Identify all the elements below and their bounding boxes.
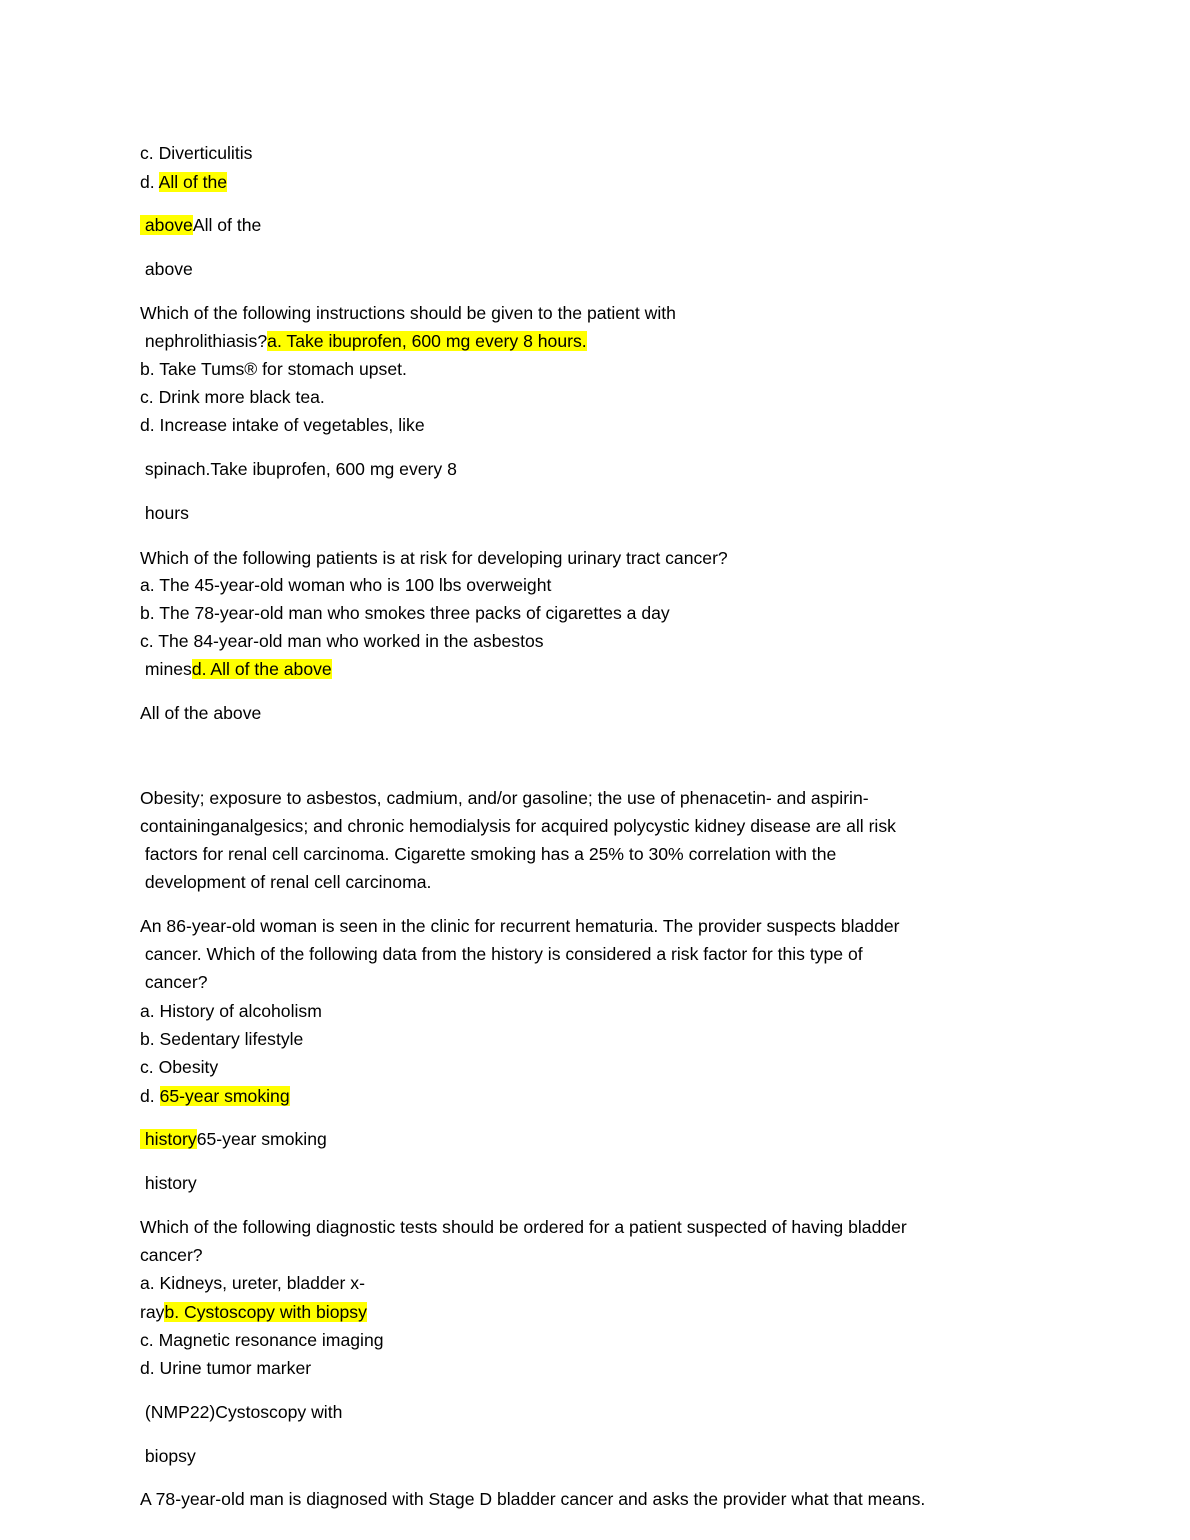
text-line	[140, 1271, 365, 1295]
text-line	[140, 1328, 384, 1352]
text-segment: All of the	[192, 215, 262, 235]
text-segment: nephrolithiasis?	[140, 331, 268, 351]
highlighted-answer: 65-year smoking	[159, 1086, 290, 1106]
text-segment: ray	[140, 1302, 165, 1322]
text-line	[140, 329, 587, 353]
highlighted-answer: All of the	[158, 172, 228, 192]
text-line	[140, 1027, 303, 1051]
text-segment: spinach.Take ibuprofen, 600 mg every 8	[140, 459, 457, 479]
text-segment: hours	[140, 503, 189, 523]
text-line	[140, 786, 869, 810]
text-line	[140, 942, 863, 966]
text-segment: d.	[140, 1086, 160, 1106]
text-line	[140, 657, 332, 681]
text-segment: containinganalgesics; and chronic hemodialysis for acquired polycystic kidney disease are all risk	[140, 816, 896, 836]
text-line	[140, 914, 900, 938]
text-segment: cancer?	[140, 972, 208, 992]
text-segment: (NMP22)Cystoscopy with	[140, 1402, 343, 1422]
text-line	[140, 501, 189, 525]
text-segment: 65-year smoking	[196, 1129, 327, 1149]
text-line	[140, 970, 207, 994]
text-line	[140, 1444, 196, 1468]
text-line	[140, 301, 676, 325]
text-segment: development of renal cell carcinoma.	[140, 872, 432, 892]
text-line	[140, 1356, 311, 1380]
text-segment: c. The 84-year-old man who worked in the asbestos	[140, 631, 544, 651]
text-line	[140, 546, 728, 570]
text-line	[140, 1127, 327, 1151]
highlighted-answer: above	[140, 215, 193, 235]
text-line	[140, 1215, 907, 1239]
text-segment: A 78-year-old man is diagnosed with Stage D bladder cancer and asks the provider what that means.	[140, 1489, 926, 1509]
text-segment: c. Magnetic resonance imaging	[140, 1330, 384, 1350]
text-line	[140, 601, 670, 625]
text-line	[140, 385, 325, 409]
text-line	[140, 257, 193, 281]
text-segment: b. Sedentary lifestyle	[140, 1029, 304, 1049]
text-segment: b. Take Tums® for stomach upset.	[140, 359, 407, 379]
text-line	[140, 213, 261, 237]
highlighted-answer: history	[140, 1129, 197, 1149]
text-line	[140, 701, 261, 725]
text-segment: cancer?	[140, 1245, 203, 1265]
text-segment: Which of the following diagnostic tests should be ordered for a patient suspected of having bladder	[140, 1217, 907, 1237]
text-segment: history	[140, 1173, 197, 1193]
text-line	[140, 1171, 197, 1195]
text-segment: d. Urine tumor marker	[140, 1358, 312, 1378]
text-segment: biopsy	[140, 1446, 196, 1466]
text-segment: d.	[140, 172, 159, 192]
text-segment: factors for renal cell carcinoma. Cigarette smoking has a 25% to 30% correlation with the	[140, 844, 837, 864]
text-segment: mines	[140, 659, 192, 679]
text-line	[140, 457, 457, 481]
text-segment: above	[140, 259, 193, 279]
text-segment: c. Obesity	[140, 1057, 219, 1077]
highlighted-answer: b. Cystoscopy with biopsy	[164, 1302, 367, 1322]
text-segment: d. Increase intake of vegetables, like	[140, 415, 425, 435]
highlighted-answer: d. All of the above	[191, 659, 332, 679]
text-line	[140, 999, 322, 1023]
text-line	[140, 357, 407, 381]
text-line	[140, 413, 425, 437]
text-line	[140, 870, 431, 894]
text-line	[140, 1400, 342, 1424]
text-line	[140, 170, 227, 194]
text-segment: c. Drink more black tea.	[140, 387, 325, 407]
text-segment: Obesity; exposure to asbestos, cadmium, and/or gasoline; the use of phenacetin- and aspirin-	[140, 788, 869, 808]
text-segment: Which of the following instructions should be given to the patient with	[140, 303, 676, 323]
highlighted-answer: a. Take ibuprofen, 600 mg every 8 hours.	[267, 331, 587, 351]
text-line	[140, 629, 544, 653]
text-segment: An 86-year-old woman is seen in the clinic for recurrent hematuria. The provider suspects bladder	[140, 916, 900, 936]
text-segment: c. Diverticulitis	[140, 143, 253, 163]
text-segment: a. The 45-year-old woman who is 100 lbs overweight	[140, 575, 552, 595]
text-segment: cancer. Which of the following data from the history is considered a risk factor for this type of	[140, 944, 863, 964]
text-line	[140, 141, 252, 165]
text-line	[140, 573, 551, 597]
text-line	[140, 842, 836, 866]
text-line	[140, 814, 896, 838]
text-line	[140, 1487, 925, 1511]
text-line	[140, 1055, 218, 1079]
text-segment: b. The 78-year-old man who smokes three packs of cigarettes a day	[140, 603, 670, 623]
text-segment: a. Kidneys, ureter, bladder x-	[140, 1273, 365, 1293]
text-line	[140, 1243, 203, 1267]
text-line	[140, 1084, 290, 1108]
text-segment: All of the above	[140, 703, 262, 723]
text-segment: a. History of alcoholism	[140, 1001, 322, 1021]
text-segment: Which of the following patients is at risk for developing urinary tract cancer?	[140, 548, 728, 568]
text-line	[140, 1300, 367, 1324]
